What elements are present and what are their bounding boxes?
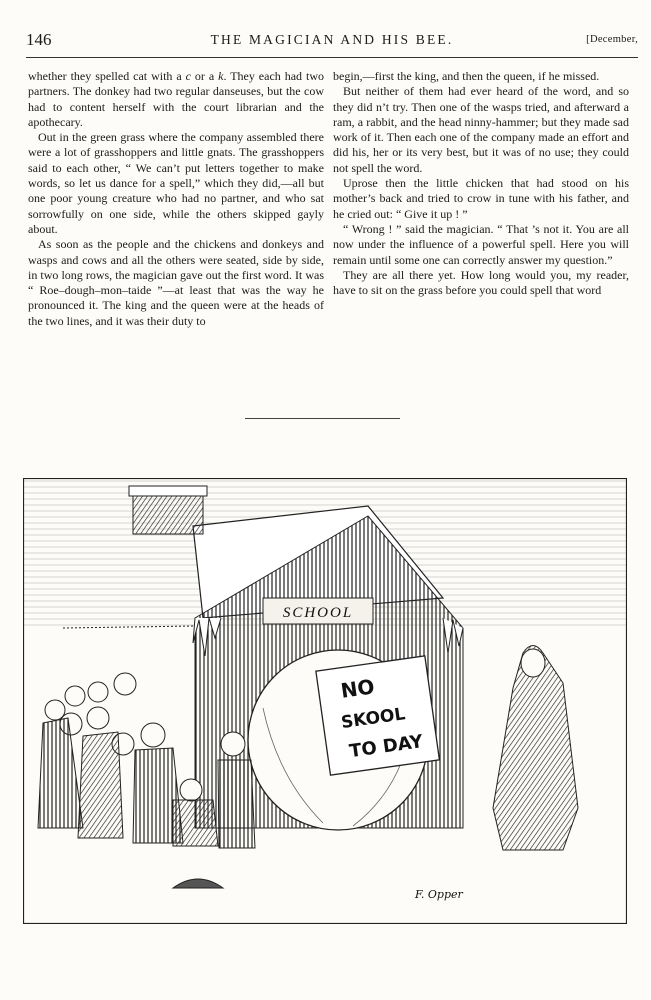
sign-line-1: NO (339, 674, 376, 703)
page-header (26, 30, 638, 52)
paragraph: “ Wrong ! ” said the magician. “ That ’s not it. You are all now under the influence of a powerful spell. Here you will remain until some one can correctly answer my question.” (333, 221, 629, 267)
month-label: [December, (586, 34, 638, 45)
right-column (333, 69, 629, 298)
paragraph: Uprose then the little chicken that had stood on his mother’s back and tried to crow in tune with his father, and he cried out: “ Give it up ! ” (333, 176, 629, 221)
snowball-sign (316, 656, 440, 775)
left-column (28, 69, 324, 329)
artist-signature: F. Opper (415, 888, 463, 901)
page-number: 146 (26, 30, 52, 49)
paragraph: They are all there yet. How long would you, my reader, have to sit on the grass before you could spell that word (333, 267, 629, 298)
paragraph: But neither of them had ever heard of the word, and so they did n’t try. Then one of the wasps tried, and afterward a ram, a rabbit, and the head ninny-hammer; but they made sad work of it. Then each one of the company made an effort and did his, her or its very best, but it was of no use; they could not spell the word. (333, 84, 629, 175)
school-sign: SCHOOL (282, 605, 354, 621)
paragraph: whether they spelled cat with a c or a k. They each had two partners. The donkey had two regular danseuses, but the cow had to content herself with the court librarian and the apothecary. (28, 69, 325, 129)
header-rule (26, 57, 638, 58)
paragraph: begin,—first the king, and then the queen, if he missed. (333, 69, 600, 83)
paragraph: Out in the green grass where the company assembled there were a lot of grasshoppers and little gnats. The grasshoppers said to each other, “ We can’t put letters together to make words, so let us dance for a spell,” which they did,—all but one poor young creature who had no partner, and who sat sorrowfully on one side, while the others skipped gayly about. (28, 130, 324, 236)
section-divider (245, 418, 400, 419)
sign-line-3: TO DAY (347, 731, 425, 763)
paragraph: As soon as the people and the chickens and donkeys and wasps and cows and all the others were seated, side by side, in two long rows, the magician gave out the first word. It was “ Roe–dough–mon–taide ”—at least that was the way he pronounced it. The king and the queen were at the heads of the two lines, and it was their duty to (28, 237, 324, 328)
sign-line-2: SKOOL (339, 704, 407, 734)
running-title: THE MAGICIAN AND HIS BEE. (210, 32, 454, 47)
school-snowball-illustration (23, 478, 627, 924)
illustration (23, 478, 627, 924)
